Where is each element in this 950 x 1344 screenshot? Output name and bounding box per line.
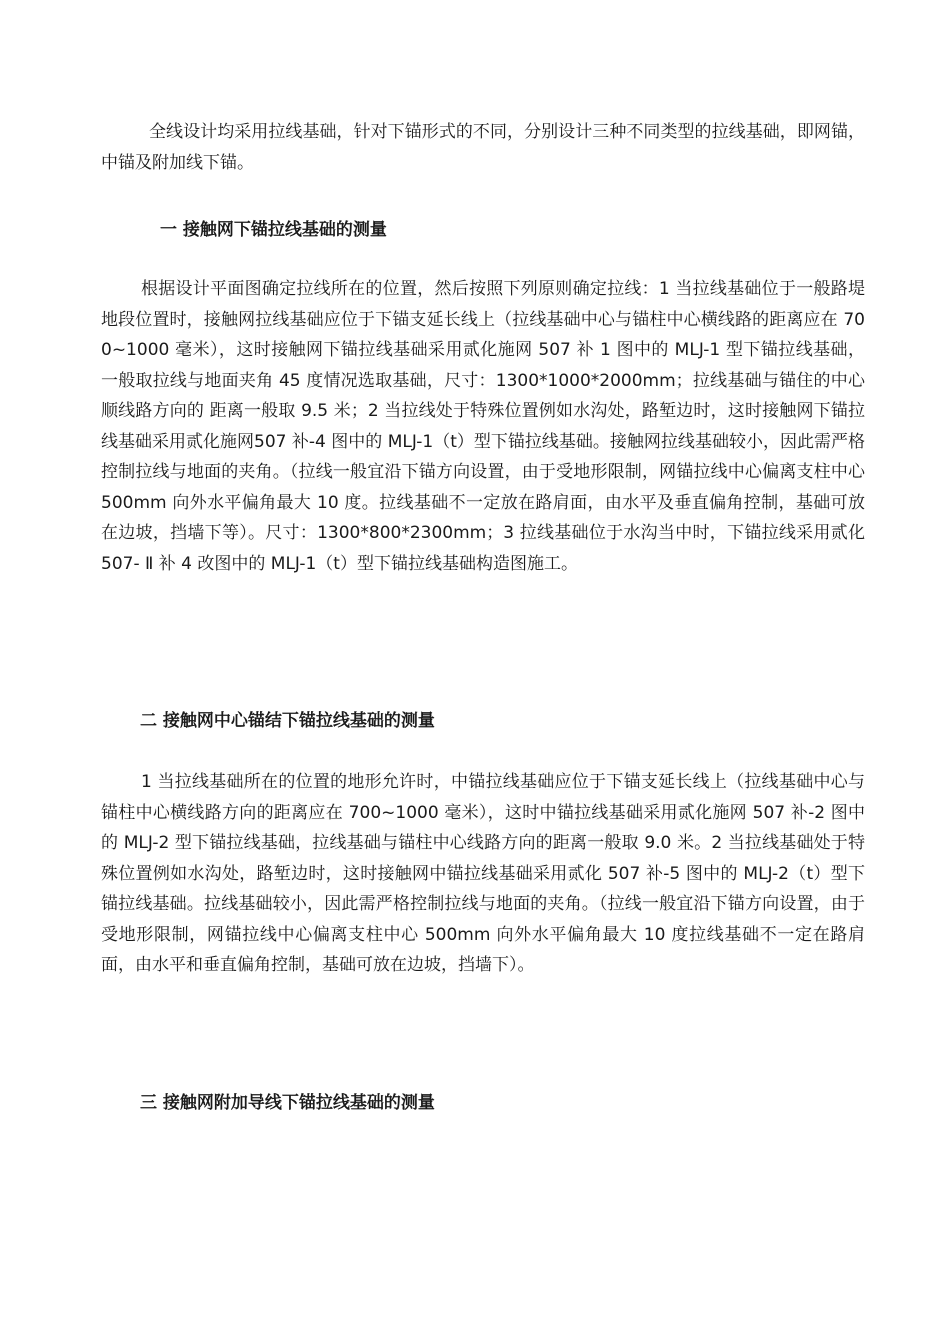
section-3-heading: 三 接触网附加导线下锚拉线基础的测量: [140, 1093, 435, 1113]
section-1-heading: 一 接触网下锚拉线基础的测量: [160, 220, 387, 240]
section-2-heading: 二 接触网中心锚结下锚拉线基础的测量: [140, 711, 435, 731]
section-1-paragraph: 根据设计平面图确定拉线所在的位置，然后按照下列原则确定拉线：1 当拉线基础位于一般路堤地段位置时，接触网拉线基础应位于下锚支延长线上（拉线基础中心与锚柱中心横线路的距离应在 700~1000 毫米），这时接触网下锚拉线基础采用贰化施网 507 补 1 图中的 MLJ-1 型下锚拉线基础，一般取拉线与地面夹角 45 度情况选取基础，尺寸：1300*1000*2000mm；拉线基础与锚住的中心顺线路方向的 距离一般取 9.5 米；2 当拉线处于特殊位置例如水沟处，路堑边时，这时接触网下锚拉线基础采用贰化施网507 补-4 图中的 MLJ-1（t）型下锚拉线基础。接触网拉线基础较小，因此需严格控制拉线与地面的夹角。（拉线一般宜沿下锚方向设置，由于受地形限制，网锚拉线中心偏离支柱中心 500mm 向外水平偏角最大 10 度。拉线基础不一定放在路肩面，由水平及垂直偏角控制，基础可放在边坡，挡墙下等）。尺寸：1300*800*2300mm；3 拉线基础位于水沟当中时，下锚拉线采用贰化 507- Ⅱ 补 4 改图中的 MLJ-1（t）型下锚拉线基础构造图施工。: [101, 279, 865, 574]
intro-paragraph: 全线设计均采用拉线基础，针对下锚形式的不同，分别设计三种不同类型的拉线基础，即网锚，中锚及附加线下锚。: [101, 122, 865, 173]
section-2-paragraph: 1 当拉线基础所在的位置的地形允许时，中锚拉线基础应位于下锚支延长线上（拉线基础中心与锚柱中心横线路方向的距离应在 700~1000 毫米），这时中锚拉线基础采用贰化施网 507 补-2 图中的 MLJ-2 型下锚拉线基础，拉线基础与锚柱中心线路方向的距离一般取 9.0 米。2 当拉线基础处于特殊位置例如水沟处，路堑边时，这时接触网中锚拉线基础采用贰化 507 补-5 图中的 MLJ-2（t）型下锚拉线基础。拉线基础较小，因此需严格控制拉线与地面的夹角。（拉线一般宜沿下锚方向设置，由于受地形限制，网锚拉线中心偏离支柱中心 500mm 向外水平偏角最大 10 度拉线基础不一定在路肩面，由水平和垂直偏角控制，基础可放在边坡，挡墙下）。: [101, 772, 865, 975]
